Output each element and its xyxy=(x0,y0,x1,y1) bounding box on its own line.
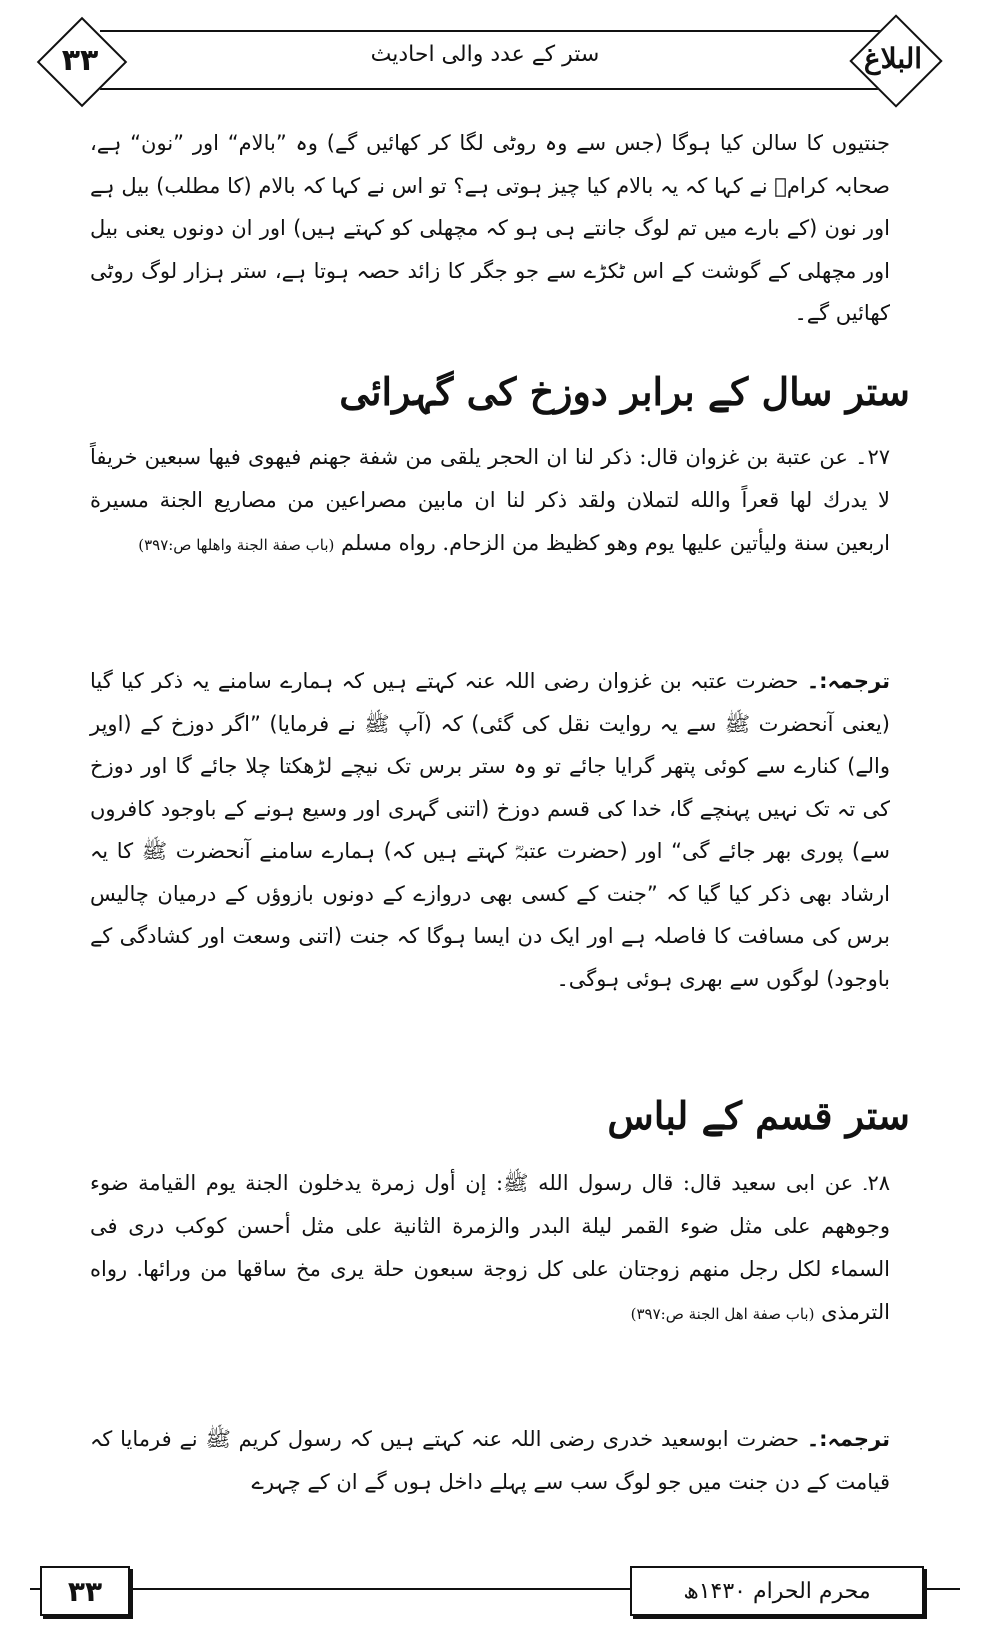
hadith-translation-27 xyxy=(90,660,890,1000)
header-top-rule xyxy=(100,30,890,32)
magazine-logo xyxy=(830,20,956,96)
section-heading-seventy-garments: ستر قسم کے لباس xyxy=(607,1093,910,1138)
footer-page-number-box xyxy=(40,1566,130,1616)
footer-page-number: ۳۳ xyxy=(67,1574,103,1608)
hadith-arabic-text: ۲۷۔ عن عتبة بن غزوان قال: ذكر لنا ان الحجر يلقى من شفة جهنم فيهوى فيها سبعين خريفاً لا يدرك لها قعراً والله لتملان ولقد ذكر لنا ان مابين مصراعين من مصاريع الجنة مسيرة اربعين سنة وليأتين عليها يوم وهو كظيظ من الزحام. رواه مسلم xyxy=(90,445,890,555)
running-title: ستر کے عدد والی احادیث xyxy=(370,42,600,67)
hadith-arabic-28 xyxy=(90,1162,890,1336)
header-bottom-rule xyxy=(100,88,890,90)
hadith-reference: (باب صفة الجنة واهلها ص:۳۹۷) xyxy=(138,536,335,554)
translation-label: ترجمہ:۔ xyxy=(806,1427,890,1451)
footer-issue-date-box xyxy=(630,1566,924,1616)
section-heading-hell-depth: ستر سال کے برابر دوزخ کی گہرائی xyxy=(339,369,910,414)
hadith-reference: (باب صفة اهل الجنة ص:۳۹۷) xyxy=(630,1305,815,1323)
logo-text: البلاغ xyxy=(863,41,923,75)
hadith-arabic-27 xyxy=(90,436,890,567)
translation-text: حضرت عتبہ بن غزوان رضی اللہ عنہ کہتے ہیں کہ ہمارے سامنے یہ ذکر کیا گیا (یعنی آنحضرت ﷺ سے یہ روایت نقل کی گئی) کہ (آپ ﷺ نے فرمایا) ”اگر دوزخ کے (اوپر والے) کنارے سے کوئی پتھر گرایا جائے تو وہ ستر برس تک نیچے لڑھکتا چلا جائے گا اور دوزخ کی تہ تک نہیں پہنچے گا، خدا کی قسم دوزخ (اتنی گہری اور وسیع ہونے کے باوجود کافروں سے) پوری بھر جائے گی“ اور (حضرت عتبہؓ کہتے ہیں کہ) ہمارے سامنے آنحضرت ﷺ کا یہ ارشاد بھی ذکر کیا گیا کہ ”جنت کے کسی بھی دروازے کے دونوں بازوؤں کے درمیان چالیس برس کی مسافت کا فاصلہ ہے اور ایک دن ایسا ہوگا کہ جنت (اتنی وسعت اور کشادگی کے باوجود) لوگوں سے بھری ہوئی ہوگی۔ xyxy=(90,669,890,991)
translation-text: حضرت ابوسعید خدری رضی اللہ عنہ کہتے ہیں کہ رسول کریم ﷺ نے فرمایا کہ قیامت کے دن جنت میں جو لوگ سب سے پہلے داخل ہوں گے ان کے چہرے xyxy=(90,1427,890,1494)
header-page-number: ۳۳ xyxy=(61,42,99,78)
hadith-translation-28 xyxy=(90,1418,890,1503)
footer-issue-date: محرم الحرام ۱۴۳۰ھ xyxy=(683,1578,871,1604)
translation-label: ترجمہ:۔ xyxy=(806,669,890,693)
hadith-arabic-text: ۲۸۔ عن ابی سعید قال: قال رسول الله ﷺ: إن أول زمرة يدخلون الجنة يوم القيامة ضوء وجوههم على مثل ضوء القمر ليلة البدر والزمرة الثانية على مثل أحسن كوكب درى فى السماء لكل رجل منهم زوجتان على كل زوجة سبعون حلة يرى مخ ساقها من ورائها. رواه الترمذى xyxy=(90,1171,890,1324)
intro-paragraph: جنتیوں کا سالن کیا ہوگا (جس سے وہ روٹی لگا کر کھائیں گے) وہ ”بالام“ اور ”نون“ ہے، صحابہ کرامؓ نے کہا کہ یہ بالام کیا چیز ہوتی ہے؟ تو اس نے کہا کہ بالام (کا مطلب) بیل ہے اور نون (کے بارے میں تم لوگ جانتے ہی ہو کہ مچھلی کو کہتے ہیں) اور ان دونوں یعنی بیل اور مچھلی کے گوشت کے اس ٹکڑے سے جو جگر کا زائد حصہ ہوتا ہے، ستر ہزار لوگ روٹی کھائیں گے۔ xyxy=(90,131,890,325)
